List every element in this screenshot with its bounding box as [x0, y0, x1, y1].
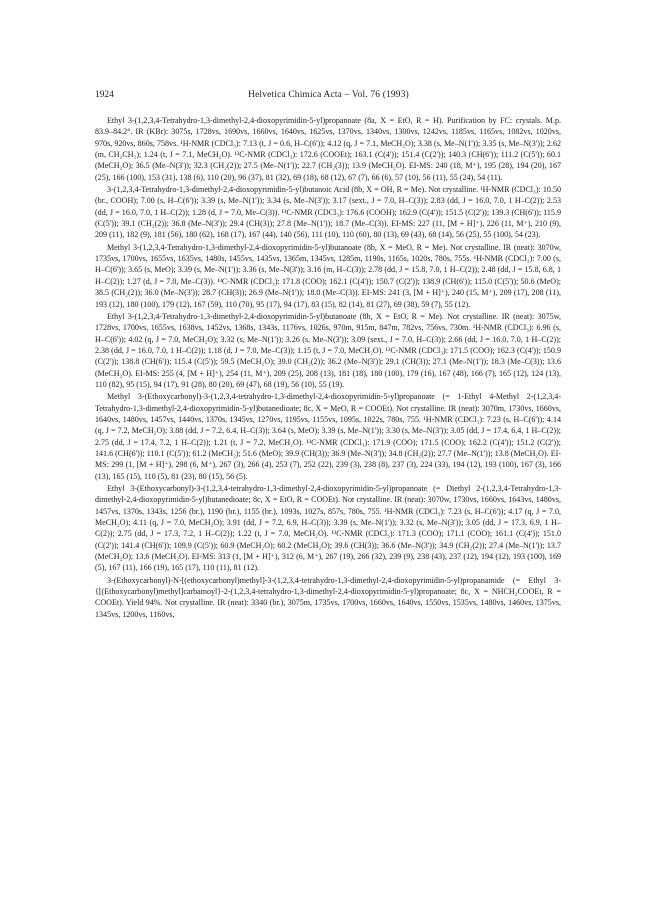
journal-title: Helvetica Chimica Acta – Vol. 76 (1993)	[248, 90, 409, 100]
paragraph-compound-8c-ethyl-propanoate: Ethyl 3-(Ethoxycarbonyl)-3-(1,2,3,4-tetrahydro-1,3-dimethyl-2,4-dioxopyrimidin-5-yl)propanoate (= Diethyl 2-(1,2,3,4-Tetrahydro-1,3-dimethyl-2,4-dioxopyrimidin-5-yl)butanedioate; 8c, X = EtO, R = COOEt). Not crystalline. IR (neat): 3070w, 1730vs, 1660vs, 1643vs, 1480vs, 1457vs, 1370s, 1343s, 1256 (br.), 1190 (br.), 1155 (br.), 1093s, 1027s, 857s, 780s, 755. ¹H-NMR (CDCl₃): 7.23 (s, H–C(6')); 4.17 (q, J = 7.0, MeCH₂O); 4.11 (q, J = 7.0, MeCH₂O); 3.91 (dd, J = 7.2, 6.9, H–C(3)); 3.39 (s, Me–N(1')); 3.32 (s, Me–N(3')); 3.05 (dd, J = 17.3, 6.9, 1 H–C(2)); 2.75 (dd, J = 17.3, 7.2, 1 H–C(2)); 1.22 (t, J = 7.0, MeCH₂O). ¹³C-NMR (CDCl₃): 171.3 (COO); 171.1 (COO); 161.1 (C(4')); 151.0 (C(2')); 141.4 (CH(6')); 109.9 (C(5')); 60.9 (MeCH₂O); 60.2 (MeCH₂O); 39.6 (CH(3)); 36.6 (Me–N(3')); 34.9 (CH₂(2)); 27.4 (Me–N(1')); 13.7 (MeCH₂O); 13.6 (MeCH₂O). EI-MS: 313 (1, [M + H]⁺), 312 (6, M⁺), 267 (19), 266 (32), 239 (9), 238 (43), 237 (12), 194 (12), 193 (100), 169 (5), 167 (11), 166 (19), 165 (17), 110 (11), 81 (12).	[95, 484, 561, 573]
paragraph-compound-8b-butanoic-acid: 3-(1,2,3,4-Tetrahydro-1,3-dimethyl-2,4-dioxopyrimidin-5-yl)butanoic Acid (8b, X = OH, R = Me). Not crystalline. ¹H-NMR (CDCl₃): 10.50 (br., COOH); 7.00 (s, H–C(6')); 3.39 (s, Me–N(1')); 3.34 (s, Me–N(3')); 3.17 (sext., J = 7.0, H–C(3)); 2.83 (dd, J = 16.0, 7.0, 1 H–C(2)); 2.53 (dd, J = 16.0, 7.0, 1 H–C(2)); 1.28 (d, J = 7.0, Me–C(3)). ¹³C-NMR (CDCl₃): 176.6 (COOH); 162.9 (C(4')); 151.5 (C(2')); 139.3 (CH(6')); 115.9 (C(5')); 39.1 (CH₂(2)); 36.8 (Me–N(3')); 29.4 (CH(3)); 27.8 (Me–N(1')); 18.7 (Me–C(3)). EI-MS: 227 (11, [M + H]⁺), 226 (11, M⁺), 210 (9), 209 (11), 182 (9), 181 (56), 180 (62), 168 (17), 167 (44), 140 (56), 111 (10), 110 (60), 80 (13), 69 (43), 68 (14), 56 (25), 55 (100), 54 (23).	[95, 185, 561, 240]
page-number: 1924	[95, 90, 114, 100]
paragraph-compound-8b-ethyl-butanoate: Ethyl 3-(1,2,3,4-Tetrahydro-1,3-dimethyl-2,4-dioxopyrimidin-5-yl)butanoate (8b, X = EtO, R = Me). Not crystalline. IR (neat): 3075w, 1728vs, 1700vs, 1655vs, 1638vs, 1452vs, 1368s, 1343s, 1176vs, 1026s, 970m, 915m, 847m, 782vs, 756vs, 730m. ¹H-NMR (CDCl₃): 6.96 (s, H–C(6')); 4.02 (q, J = 7.0, MeCH₂O); 3.32 (s, Me–N(1')); 3.26 (s, Me–N(3')); 3.09 (sext., J = 7.0, H–C(3)); 2.66 (dd, J = 16.0, 7.0, 1 H–C(2)); 2.38 (dd, J = 16.0, 7.0, 1 H–C(2)); 1.18 (d, J = 7.0, Me–C(3)); 1.15 (t, J = 7.0, MeCH₂O). ¹³C-NMR (CDCl₃): 171.5 (COO); 162.3 (C(4')); 150.9 (C(2')); 138.8 (CH(6')); 115.4 (C(5')); 59.5 (MeCH₂O); 39.0 (CH₂(2)); 36.2 (Me–N(3')); 29.1 (CH(3)); 27.1 (Me–N(1')); 18.3 (Me–C(3)); 13.6 (MeCH₂O). EI-MS: 255 (4, [M + H]⁺), 254 (11, M⁺), 209 (25), 208 (13), 181 (18), 180 (100), 179 (16), 167 (48), 166 (7), 165 (12), 124 (13), 110 (82), 95 (15), 94 (17), 91 (28), 80 (20), 69 (47), 68 (19), 56 (10), 55 (19).	[95, 311, 561, 389]
paragraph-compound-8c-methyl-propanoate: Methyl 3-(Ethoxycarbonyl)-3-(1,2,3,4-tetrahydro-1,3-dimethyl-2,4-dioxopyrimidin-5-yl)propanoate (= 1-Ethyl 4-Methyl 2-(1,2,3,4-Tetrahydro-1,3-dimethyl-2,4-dioxopyrimidin-5-yl)butanedioate; 8c, X = MeO, R = COOEt). Not crystalline. IR (neat): 3070m, 1730vs, 1660vs, 1640vs, 1480vs, 1457vs, 1440vs, 1370s, 1345vs, 1270vs, 1195vs, 1155vs, 1095s, 1022s, 780s, 755. ¹H-NMR (CDCl₃): 7.23 (s, H–C(6')); 4.14 (q, J = 7.2, MeCH₂O); 3.88 (dd, J = 7.2, 6.4, H–C(3)); 3.64 (s, MeO); 3.39 (s, Me–N(1')); 3.30 (s, Me–N(3')); 3.05 (dd, J = 17.4, 6.4, 1 H–C(2)); 2.75 (dd, J = 17.4, 7.2, 1 H–C(2)); 1.21 (t, J = 7.2, MeCH₂O). ¹³C-NMR (CDCl₃): 171.9 (COO); 171.5 (COO); 162.2 (C(4')); 151.2 (C(2')); 141.6 (CH(6')); 110.1 (C(5')); 61.2 (MeCH₂); 51.6 (MeO); 39.9 (CH(3)); 36.9 (Me–N(3')); 34.8 (CH₂(2)); 27.7 (Me–N(1')); 13.8 (MeCH₂O). EI-MS: 299 (1, [M + H]⁺), 298 (6, M⁺), 267 (3), 266 (4), 253 (7), 252 (22), 239 (3), 238 (8), 237 (3), 224 (33), 194 (12), 193 (100), 167 (3), 166 (13), 165 (15), 110 (5), 81 (23), 80 (15), 56 (5).	[95, 392, 561, 481]
running-header	[95, 90, 562, 104]
article-body	[95, 115, 561, 621]
paragraph-compound-8c-propanamide: 3-(Ethoxycarbonyl)-N-[(ethoxycarbonyl)methyl]-3-(1,2,3,4-tetrahydro-1,3-dimethyl-2,4-dioxopyrimidin-5-yl)propanamide (= Ethyl 3-{[(Ethoxycarbonyl)methyl]carbamoyl}-2-(1,2,3,4-tetrahydro-1,3-dimethyl-2,4-dioxopyrimidin-5-yl)propanoate; 8c, X = NHCH₂COOEt, R = COOEt). Yield 94%. Not crystalline. IR (neat): 3340 (br.), 3075m, 1735vs, 1700vs, 1660vs, 1640vs, 1550vs, 1535vs, 1480vs, 1460vs, 1375vs, 1345vs, 1200vs, 1160vs,	[95, 575, 561, 619]
paragraph-compound-8b-methyl-butanoate: Methyl 3-(1,2,3,4-Tetrahydro-1,3-dimethyl-2,4-dioxopyrimidin-5-yl)butanoate (8b, X = MeO, R = Me). Not crystalline. IR (neat): 3070w, 1735vs, 1700vs, 1655vs, 1635vs, 1480s, 1455vs, 1435vs, 1365m, 1345vs, 1285m, 1190s, 1165s, 1020s, 780s, 755s. ¹H-NMR (CDCl₃): 7.00 (s, H–C(6')); 3.65 (s, MeO); 3.39 (s, Me–N(1')); 3.36 (s, Me–N(3')); 3.16 (m, H–C(3)); 2.78 (dd, J = 15.8, 7.0, 1 H–C(2)); 2.48 (dd, J = 15.8, 6.8, 1 H–C(2)); 1.27 (d, J = 7.0, Me–C(3)). ¹³C-NMR (CDCl₃): 171.8 (COO); 162.1 (C(4')); 150.7 (C(2')); 138.9 (CH(6')); 115.0 (C(5')); 50.6 (MeO); 38.5 (CH₂(2)); 36.0 (Me–N(3')); 28.7 (CH(3)); 26.9 (Me–N(1')); 18.0 (Me–C(3)). EI-MS: 241 (3, [M + H]⁺), 240 (15, M⁺), 209 (17), 208 (11), 193 (12), 180 (100), 179 (12), 167 (59), 110 (70), 95 (17), 94 (17), 83 (15), 82 (14), 81 (27), 69 (38), 59 (7), 55 (12).	[95, 242, 561, 309]
paragraph-compound-8a-ethyl-propanoate: Ethyl 3-(1,2,3,4-Tetrahydro-1,3-dimethyl-2,4-dioxopyrimidin-5-yl)propanoate (8a, X = EtO, R = H). Purification by FC: crystals. M.p. 83.9–84.2°. IR (KBr): 3075s, 1728vs, 1690vs, 1660vs, 1640vs, 1625vs, 1370vs, 1340vs, 1300vs, 1242vs, 1185vs, 1165vs, 1082vs, 1020vs, 970s, 920vs, 860s, 758vs. ¹H-NMR (CDCl₃): 7.13 (t, J = 0.6, H–C(6')); 4.12 (q, J = 7.1, MeCH₂O); 3.38 (s, Me–N(1')); 3.35 (s, Me–N(3')); 2.62 (m, CH₂CH₂); 1.24 (t, J = 7.1, MeCH₂O). ¹³C-NMR (CDCl₃): 172.6 (COOEt); 163.1 (C(4')); 151.4 (C(2')); 140.3 (CH(6')); 111.2 (C(5')); 60.1 (MeCH₂O); 36.5 (Me–N(3')); 32.3 (CH₂(2)); 27.5 (Me–N(1')); 22.7 (CH₂(3)); 13.9 (MeCH₂O). EI-MS: 240 (18, M⁺), 195 (28), 194 (20), 167 (25), 166 (100), 153 (31), 138 (6), 110 (20), 96 (37), 81 (32), 69 (18), 68 (12), 67 (7), 66 (6), 57 (10), 56 (11), 55 (24), 54 (11).	[95, 116, 561, 182]
